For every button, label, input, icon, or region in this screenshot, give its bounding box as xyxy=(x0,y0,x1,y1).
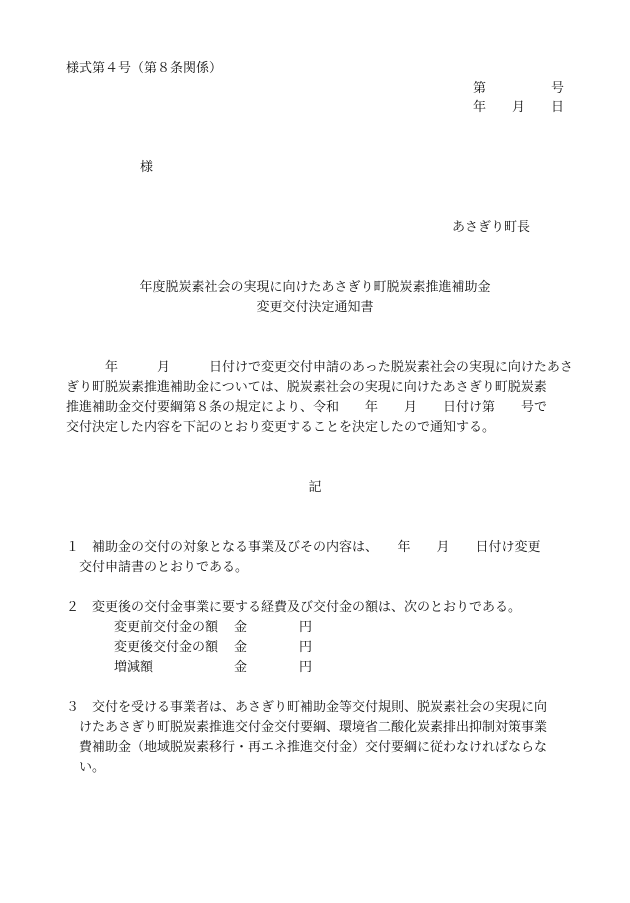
amount-prefix: 金 xyxy=(234,660,248,675)
title-line-1: 年度脱炭素社会の実現に向けたあさぎり町脱炭素推進補助金 xyxy=(139,280,491,295)
amount-label: 増減額 xyxy=(114,660,154,675)
item-1-line: 交付申請書のとおりである。 xyxy=(66,560,249,575)
item-2-line: ２ 変更後の交付金事業に要する経費及び交付金の額は、次のとおりである。 xyxy=(66,600,522,615)
body-line: 年 月 日付けで変更交付申請のあった脱炭素社会の実現に向けたあさ xyxy=(66,360,573,375)
sender-name: あさぎり町長 xyxy=(451,220,530,235)
document-number: 第 号 xyxy=(472,81,564,96)
title-line-2: 変更交付決定通知書 xyxy=(256,300,374,315)
amount-label: 変更前交付金の額 xyxy=(114,620,219,635)
form-id: 様式第４号（第８条関係） xyxy=(66,61,223,76)
item-3-line: 費補助金（地域脱炭素移行・再エネ推進交付金）交付要綱に従わなければならな xyxy=(66,740,548,755)
ki-heading: 記 xyxy=(308,480,322,495)
body-line: 推進補助金交付要綱第８条の規定により、令和 年 月 日付け第 号で xyxy=(66,400,548,415)
amount-unit: 円 xyxy=(299,640,313,655)
document-date: 年 月 日 xyxy=(472,100,564,115)
amount-unit: 円 xyxy=(299,660,313,675)
amount-prefix: 金 xyxy=(234,620,248,635)
recipient-honorific: 様 xyxy=(140,160,154,175)
body-line: 交付決定した内容を下記のとおり変更することを決定したので通知する。 xyxy=(66,420,496,435)
amount-unit: 円 xyxy=(299,620,313,635)
item-3-line: ３ 交付を受ける事業者は、あさぎり町補助金等交付規則、脱炭素社会の実現に向 xyxy=(66,700,548,715)
body-line: ぎり町脱炭素推進補助金については、脱炭素社会の実現に向けたあさぎり町脱炭素 xyxy=(66,380,547,395)
item-3-line: けたあさぎり町脱炭素推進交付金交付要綱、環境省二酸化炭素排出抑制対策事業 xyxy=(66,720,548,735)
item-3-line: い。 xyxy=(66,760,106,775)
amount-prefix: 金 xyxy=(234,640,248,655)
item-1-line: １ 補助金の交付の対象となる事業及びその内容は、 年 月 日付け変更 xyxy=(66,540,541,555)
amount-label: 変更後交付金の額 xyxy=(114,640,219,655)
